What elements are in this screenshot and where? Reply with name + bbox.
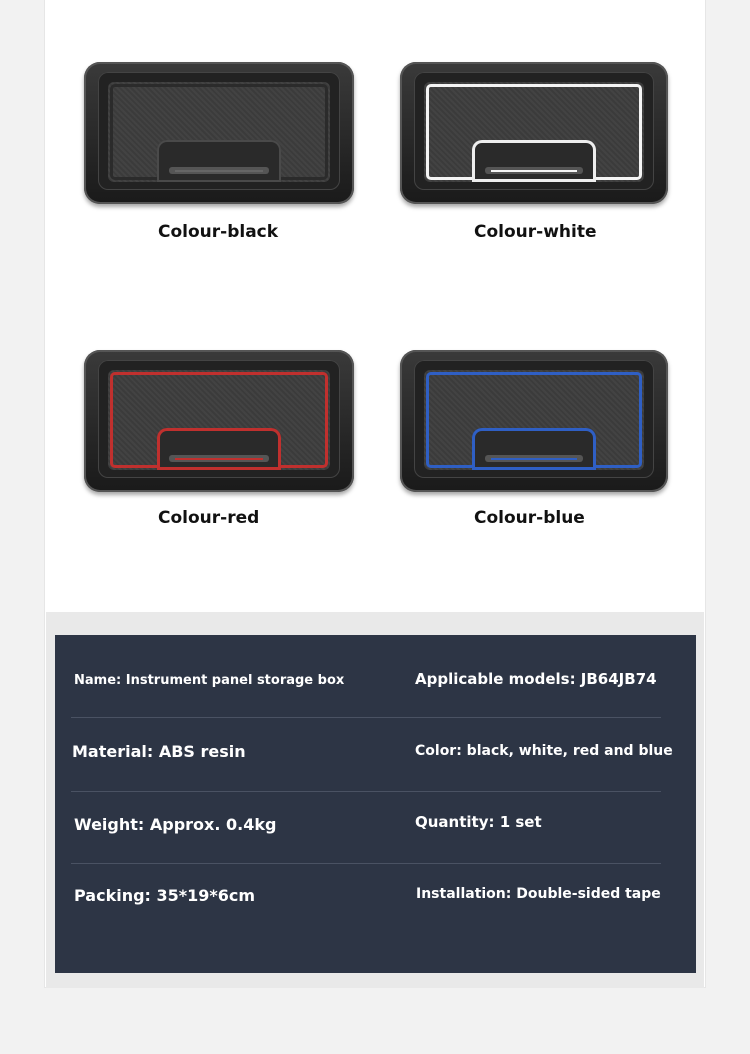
- spec-color: Color: black, white, red and blue: [415, 743, 673, 759]
- spec-name: Name: Instrument panel storage box: [74, 673, 345, 688]
- spec-weight: Weight: Approx. 0.4kg: [74, 815, 277, 834]
- divider: [71, 717, 661, 718]
- caption-red: Colour-red: [158, 508, 260, 528]
- spec-quantity: Quantity: 1 set: [415, 813, 542, 831]
- spec-panel: [55, 635, 696, 973]
- product-image-red: [84, 350, 354, 492]
- caption-black: Colour-black: [158, 222, 279, 242]
- product-image-white: [400, 62, 668, 204]
- spec-packing: Packing: 35*19*6cm: [74, 886, 256, 905]
- caption-blue: Colour-blue: [474, 508, 585, 528]
- caption-white: Colour-white: [474, 222, 597, 242]
- spec-installation: Installation: Double-sided tape: [416, 886, 661, 902]
- divider: [71, 791, 661, 792]
- divider: [71, 863, 661, 864]
- product-image-blue: [400, 350, 668, 492]
- spec-material: Material: ABS resin: [72, 742, 246, 761]
- spec-applicable-models: Applicable models: JB64JB74: [415, 670, 657, 688]
- product-image-black: [84, 62, 354, 204]
